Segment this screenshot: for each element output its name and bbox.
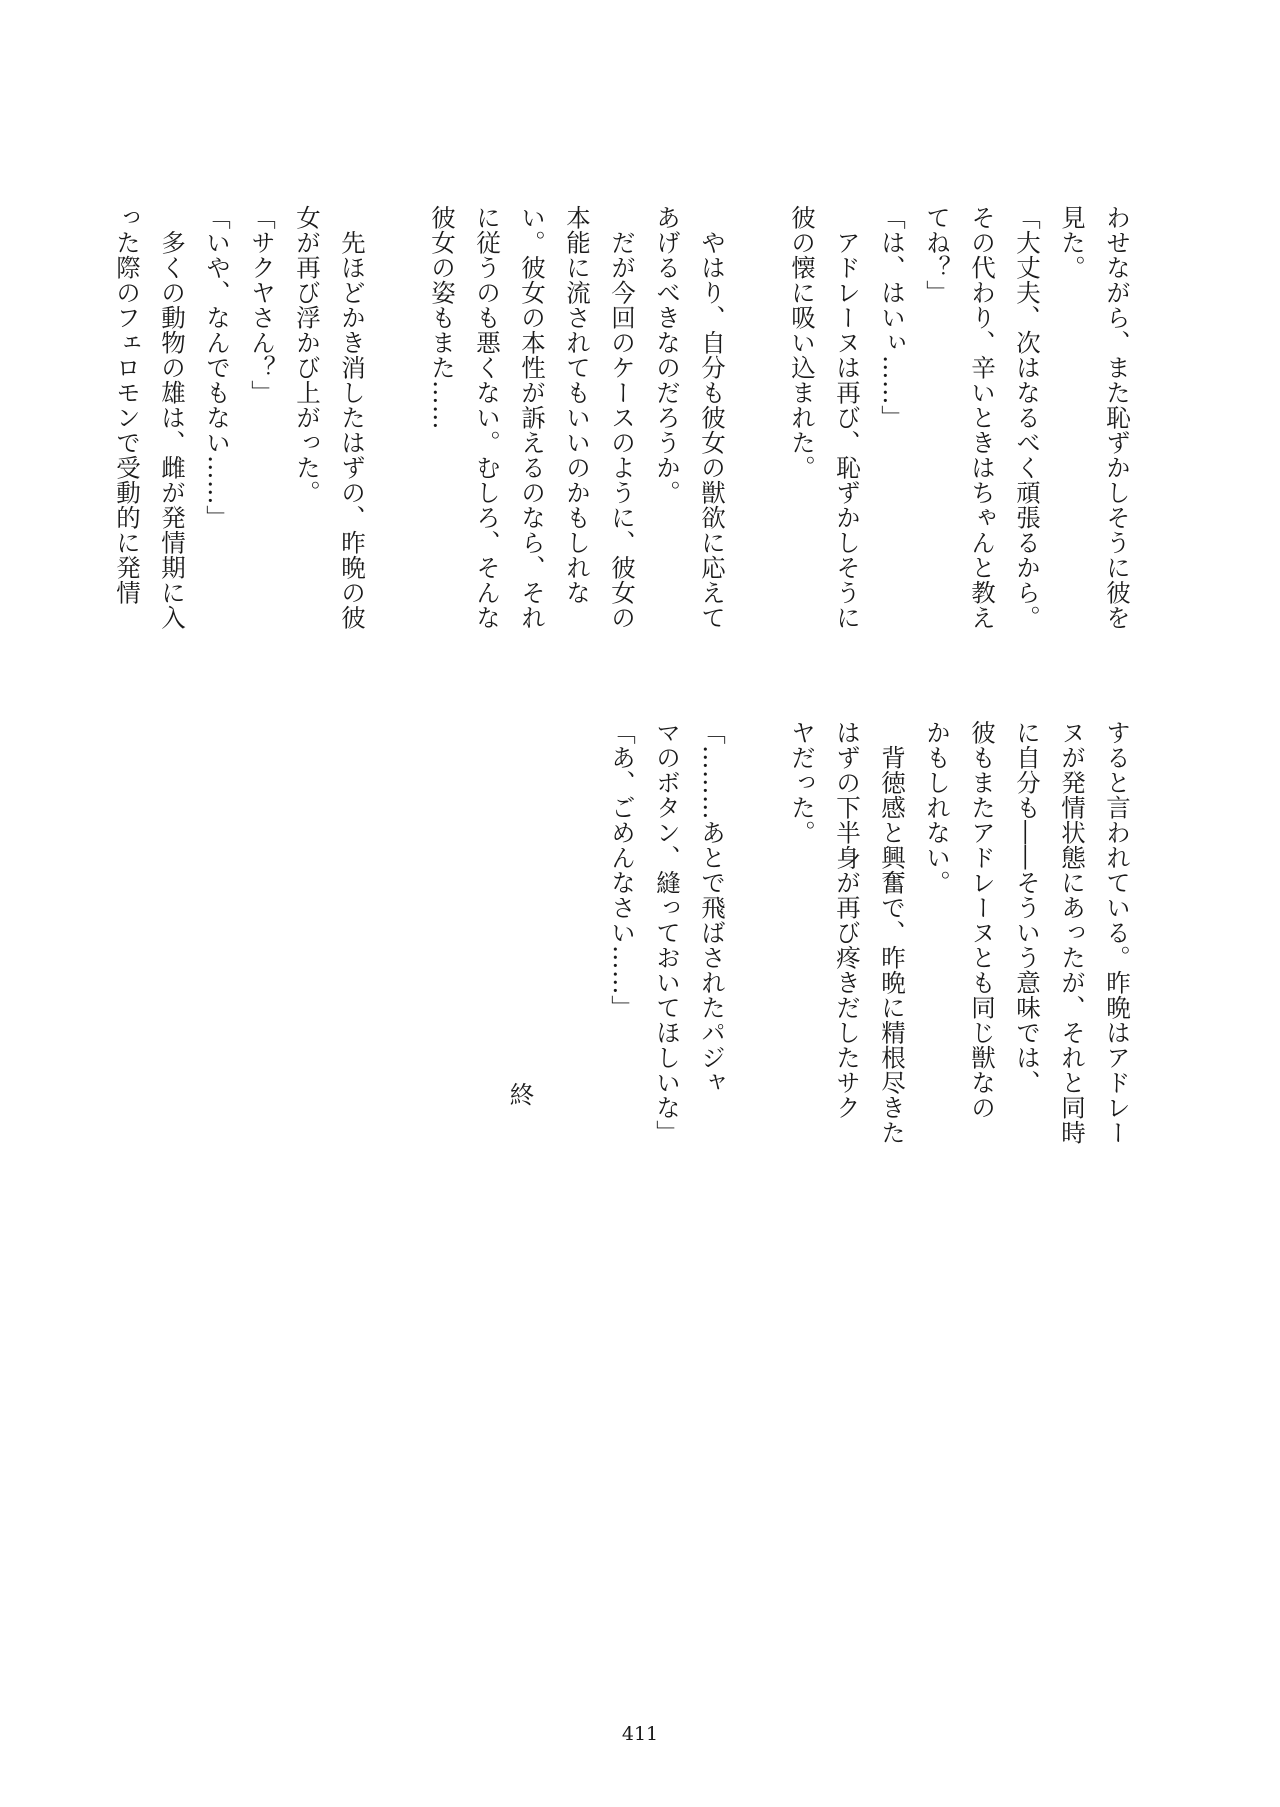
lower-text-block xyxy=(600,720,1140,1190)
text-column: い。彼女の本性が訴えるのなら、それ xyxy=(518,205,547,630)
text-column: ヌが発情状態にあったが、それと同時 xyxy=(1058,720,1087,1145)
text-column: その代わり、辛いときはちゃんと教え xyxy=(968,205,997,630)
text-column: に自分も――そういう意味では、 xyxy=(1013,720,1042,1095)
text-column: ヤだった。 xyxy=(788,720,817,845)
text-column: 「あ、ごめんなさい……」 xyxy=(608,720,637,1020)
text-column: 本能に流されてもいいのかもしれな xyxy=(563,205,592,605)
end-mark: 終 xyxy=(506,1082,536,1107)
text-column: アドレーヌは再び、恥ずかしそうに xyxy=(833,205,862,630)
upper-text-block xyxy=(105,205,1140,665)
text-column: 彼もまたアドレーヌとも同じ獣なの xyxy=(968,720,997,1120)
text-column: はずの下半身が再び疼きだしたサク xyxy=(833,720,862,1120)
text-column: った際のフェロモンで受動的に発情 xyxy=(113,205,142,605)
text-column xyxy=(375,205,420,665)
text-column: 「サクヤさん？」 xyxy=(248,205,277,405)
text-column: 彼の懐に吸い込まれた。 xyxy=(788,205,817,480)
text-column xyxy=(735,205,780,665)
text-column: 彼女の姿もまた…… xyxy=(428,205,457,430)
text-column: 女が再び浮かび上がった。 xyxy=(293,205,322,505)
text-column: 「大丈夫、次はなるべく頑張るから。 xyxy=(1013,205,1042,630)
text-column: マのボタン、縫っておいてほしいな」 xyxy=(653,720,682,1145)
text-column: 「いや、なんでもない……」 xyxy=(203,205,232,530)
text-column: 背徳感と興奮で、昨晩に精根尽きた xyxy=(878,720,907,1145)
text-column: てね？」 xyxy=(923,205,952,305)
text-column: あげるべきなのだろうか。 xyxy=(653,205,682,505)
page-number: 411 xyxy=(621,1723,659,1745)
text-column: やはり、自分も彼女の獣欲に応えて xyxy=(698,205,727,630)
text-column: かもしれない。 xyxy=(923,720,952,895)
text-column: 「………あとで飛ばされたパジャ xyxy=(698,720,727,1095)
text-column: わせながら、また恥ずかしそうに彼を xyxy=(1103,205,1132,630)
text-column: 「は、はいぃ……」 xyxy=(878,205,907,430)
text-column xyxy=(735,720,780,1190)
text-column: 見た。 xyxy=(1058,205,1087,280)
text-column: すると言われている。昨晩はアドレー xyxy=(1103,720,1132,1145)
text-column: 多くの動物の雄は、雌が発情期に入 xyxy=(158,205,187,630)
text-column: に従うのも悪くない。むしろ、そんな xyxy=(473,205,502,630)
text-column: だが今回のケースのように、彼女の xyxy=(608,205,637,630)
text-column: 先ほどかき消したはずの、昨晩の彼 xyxy=(338,205,367,630)
